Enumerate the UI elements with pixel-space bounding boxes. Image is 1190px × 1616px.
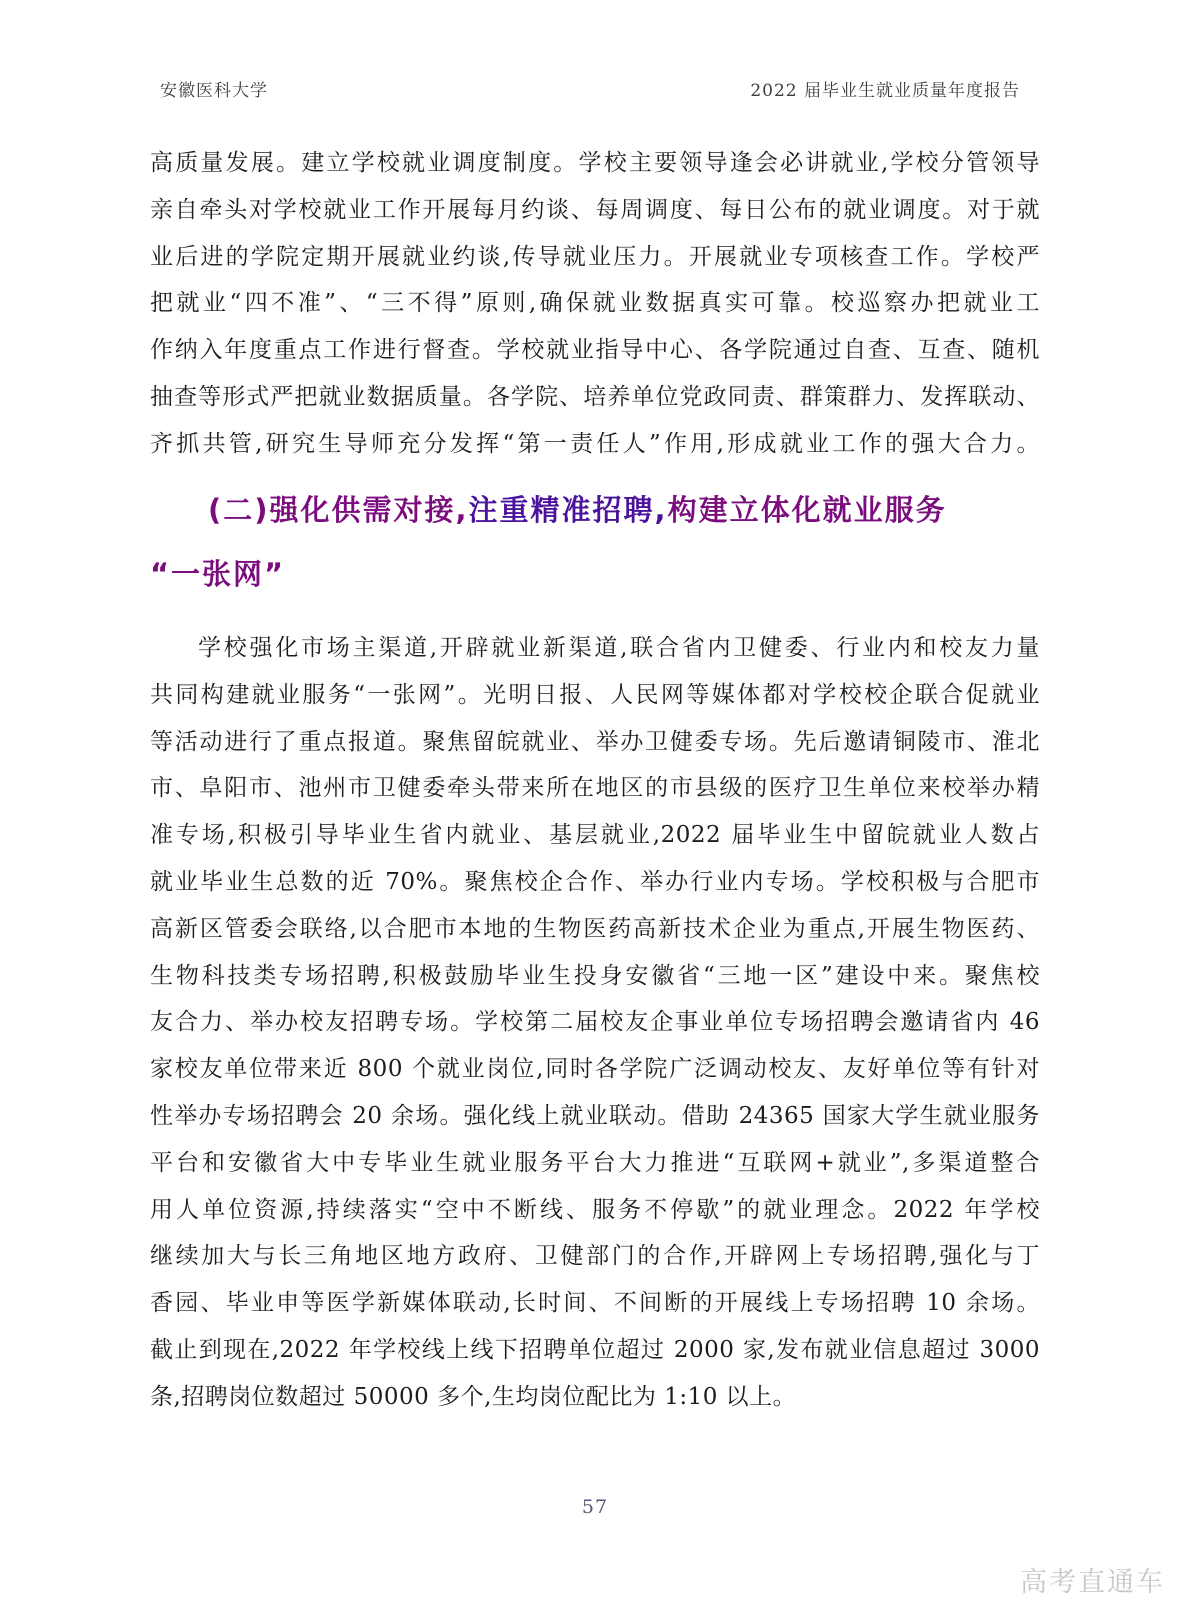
- running-header: [160, 76, 1020, 101]
- body-line: 香园、毕业申等医学新媒体联动,长时间、不间断的开展线上专场招聘 10 余场。: [150, 1290, 1040, 1317]
- body-line: 就业毕业生总数的近 70%。聚焦校企合作、举办行业内专场。学校积极与合肥市: [150, 868, 1040, 895]
- body-line: 用人单位资源,持续落实“空中不断线、服务不停歇”的就业理念。2022 年学校: [150, 1196, 1040, 1223]
- page-number: 57: [581, 1496, 609, 1518]
- body-line: 平台和安徽省大中专毕业生就业服务平台大力推进“互联网+就业”,多渠道整合: [150, 1149, 1040, 1176]
- body-line: 准专场,积极引导毕业生省内就业、基层就业,2022 届毕业生中留皖就业人数占: [150, 822, 1040, 849]
- heading-segment-1: (二)强化供需对接,: [208, 493, 469, 527]
- section-heading-line-2: “一张网”: [150, 557, 286, 591]
- body-line: 生物科技类专场招聘,积极鼓励毕业生投身安徽省“三地一区”建设中来。聚焦校: [150, 962, 1040, 989]
- body-line: 亲自牵头对学校就业工作开展每月约谈、每周调度、每日公布的就业调度。对于就: [150, 196, 1040, 223]
- body-line: 高新区管委会联络,以合肥市本地的生物医药高新技术企业为重点,开展生物医药、: [150, 915, 1040, 942]
- body-line: 截止到现在,2022 年学校线上线下招聘单位超过 2000 家,发布就业信息超过 3000: [150, 1336, 1040, 1363]
- body-line: 等活动进行了重点报道。聚焦留皖就业、举办卫健委专场。先后邀请铜陵市、淮北: [150, 728, 1040, 755]
- heading-segment-2: 注重精准招聘,: [468, 493, 668, 527]
- body-line: 齐抓共管,研究生导师充分发挥“第一责任人”作用,形成就业工作的强大合力。: [150, 430, 1040, 457]
- body-line: 业后进的学院定期开展就业约谈,传导就业压力。开展就业专项核查工作。学校严: [150, 243, 1040, 270]
- heading-segment-3: 构建立体化就业服务: [667, 493, 947, 527]
- body-line: 继续加大与长三角地区地方政府、卫健部门的合作,开辟网上专场招聘,强化与丁: [150, 1243, 1040, 1270]
- body-line: 条,招聘岗位数超过 50000 多个,生均岗位配比为 1:10 以上。: [150, 1383, 797, 1410]
- paragraph-1: [150, 140, 1040, 468]
- header-school-name: 安徽医科大学: [160, 81, 268, 101]
- body-line: 把就业“四不准”、“三不得”原则,确保就业数据真实可靠。校巡察办把就业工: [150, 290, 1040, 317]
- body-line: 性举办专场招聘会 20 余场。强化线上就业联动。借助 24365 国家大学生就业服务: [150, 1102, 1040, 1129]
- body-line: 学校强化市场主渠道,开辟就业新渠道,联合省内卫健委、行业内和校友力量: [198, 635, 1040, 661]
- header-report-title: 2022 届毕业生就业质量年度报告: [750, 81, 1020, 101]
- section-heading: [150, 478, 1060, 606]
- body-line: 友合力、举办校友招聘专场。学校第二届校友企事业单位专场招聘会邀请省内 46: [150, 1009, 1040, 1036]
- body-line: 市、阜阳市、池州市卫健委牵头带来所在地区的市县级的医疗卫生单位来校举办精: [150, 775, 1040, 802]
- body-line: 作纳入年度重点工作进行督查。学校就业指导中心、各学院通过自查、互查、随机: [150, 337, 1040, 364]
- section-heading-line-1: [150, 478, 1060, 542]
- body-line: 共同构建就业服务“一张网”。光明日报、人民网等媒体都对学校校企联合促就业: [150, 681, 1040, 708]
- body-line: 家校友单位带来近 800 个就业岗位,同时各学院广泛调动校友、友好单位等有针对: [150, 1056, 1040, 1083]
- paragraph-2: [150, 625, 1040, 1421]
- body-line: 抽查等形式严把就业数据质量。各学院、培养单位党政同责、群策群力、发挥联动、: [150, 383, 1040, 410]
- watermark: 高考直通车: [1020, 1567, 1165, 1598]
- body-line: 高质量发展。建立学校就业调度制度。学校主要领导逢会必讲就业,学校分管领导: [150, 150, 1040, 176]
